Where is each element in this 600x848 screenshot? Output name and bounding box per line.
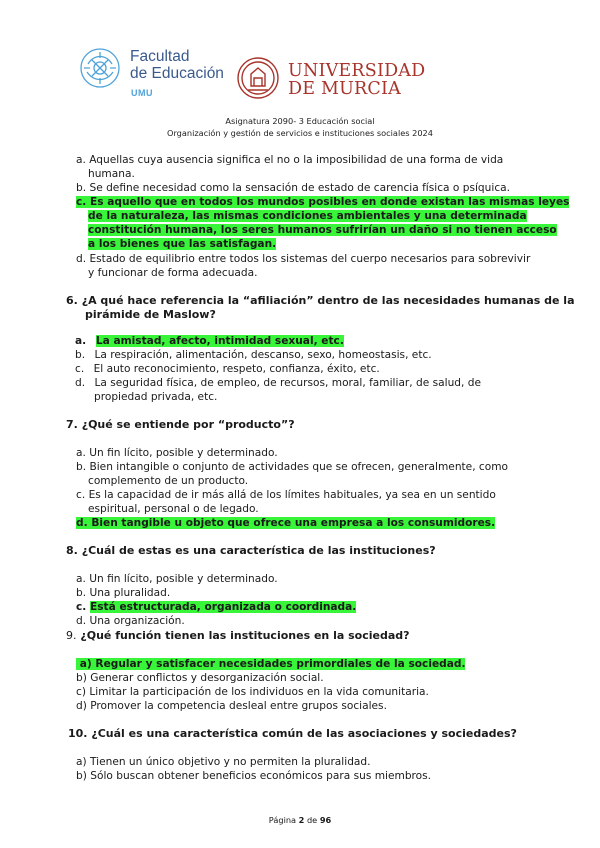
option-letter: d. — [76, 615, 87, 627]
option-text: La seguridad física, de empleo, de recursos, moral, familiar, de salud, de — [94, 377, 482, 389]
q6-option-d-cont: propiedad privada, etc. — [94, 391, 218, 403]
option-text: Es la capacidad de ir más allá de los límites habituales, ya sea en un sentido — [88, 489, 496, 501]
option-text: La respiración, alimentación, descanso, sexo, homeostasis, etc. — [94, 349, 432, 361]
q5-option-b — [76, 181, 510, 195]
q5-option-c-cont1 — [88, 209, 527, 223]
option-letter: a) — [76, 756, 87, 768]
q9-option-a — [76, 657, 465, 671]
q5-option-c — [76, 195, 569, 209]
answer-highlight: a los bienes que las satisfagan. — [88, 238, 277, 250]
option-text: Bien intangible o conjunto de actividades que se ofrecen, generalmente, como — [89, 461, 509, 473]
footer-prefix: Página — [268, 815, 297, 825]
option-text: Tienen un único objetivo y no permiten la pluralidad. — [90, 756, 371, 768]
q8-option-c — [76, 600, 356, 614]
option-text: Una organización. — [89, 615, 185, 627]
option-letter: b) — [76, 672, 87, 684]
q6-option-b — [75, 348, 432, 362]
q6-option-a — [75, 334, 344, 348]
q7-option-c-cont: espiritual, personal o de legado. — [88, 503, 259, 515]
question-number: 9. — [66, 629, 77, 642]
answer-highlight — [76, 658, 465, 670]
option-letter: c. — [76, 489, 86, 501]
option-letter: d. — [76, 253, 87, 265]
option-text: Una pluralidad. — [89, 587, 171, 599]
question-text: ¿Qué se entiende por “producto”? — [81, 418, 295, 431]
faculty-name — [130, 48, 224, 82]
option-letter: c) — [76, 686, 86, 698]
option-text: Aquellas cuya ausencia significa el no o la imposibilidad de una forma de vida — [89, 154, 504, 166]
q7-option-b — [76, 460, 508, 474]
option-letter: d. — [75, 377, 86, 389]
university-seal-icon — [236, 56, 280, 100]
q8-option-d — [76, 614, 185, 628]
question-text: ¿Cuál es una característica común de las asociaciones y sociedades? — [91, 727, 517, 740]
current-page-number: 2 — [298, 815, 305, 825]
option-letter: b. — [75, 349, 86, 361]
question-6 — [66, 294, 575, 308]
question-number: 10. — [68, 727, 88, 740]
question-10 — [68, 727, 517, 741]
q5-option-c-cont2 — [88, 223, 557, 237]
q7-option-a — [76, 446, 278, 460]
option-text: Se define necesidad como la sensación de estado de carencia física o psíquica. — [89, 182, 511, 194]
answer-highlight: La amistad, afecto, intimidad sexual, etc. — [95, 335, 344, 347]
total-pages: 96 — [319, 815, 332, 825]
q7-option-b-cont: complemento de un producto. — [88, 475, 249, 487]
option-text: Limitar la participación de los individuos en la vida comunitaria. — [89, 686, 429, 698]
q5-option-a-cont: humana. — [88, 168, 135, 180]
q8-option-a — [76, 572, 278, 586]
question-number: 7. — [66, 418, 78, 431]
subject-line: Asignatura 2090- 3 Educación social — [225, 116, 375, 126]
option-letter: b. — [76, 182, 87, 194]
q10-option-b — [76, 769, 431, 783]
q5-option-a — [76, 153, 503, 167]
q8-option-b — [76, 586, 170, 600]
answer-highlight — [76, 517, 495, 529]
option-text: Promover la competencia desleal entre grupos sociales. — [90, 700, 387, 712]
q5-option-c-cont3 — [88, 237, 276, 251]
question-number: 8. — [66, 544, 78, 557]
question-text: ¿Qué función tienen las instituciones en la sociedad? — [80, 629, 410, 642]
faculty-logo — [78, 44, 228, 104]
footer-separator: de — [306, 815, 318, 825]
option-letter: a. — [76, 154, 86, 166]
option-letter: d. — [76, 517, 88, 529]
option-letter: c. — [76, 601, 87, 613]
option-text: Un fin lícito, posible y determinado. — [89, 573, 278, 585]
university-logo — [236, 56, 426, 104]
option-text: Sólo buscan obtener beneficios económicos para sus miembros. — [90, 770, 432, 782]
university-name — [288, 62, 425, 98]
option-letter: b) — [76, 770, 87, 782]
question-9 — [66, 629, 410, 643]
q5-option-d-cont: y funcionar de forma adecuada. — [88, 267, 258, 279]
faculty-emblem-icon — [78, 46, 122, 90]
option-letter: a. — [75, 335, 87, 347]
q7-option-c — [76, 488, 496, 502]
q6-option-d — [75, 376, 481, 390]
question-6-cont: pirámide de Maslow? — [85, 308, 216, 321]
option-text: El auto reconocimiento, respeto, confianza, éxito, etc. — [93, 363, 380, 375]
university-name-line1: UNIVERSIDAD — [288, 61, 426, 81]
faculty-name-line2: de Educación — [130, 65, 224, 82]
option-letter: a) — [79, 658, 92, 670]
option-letter: d) — [76, 700, 87, 712]
university-name-line2: DE MURCIA — [288, 79, 401, 99]
answer-highlight: de la naturaleza, las mismas condiciones ambientales y una determinada — [88, 210, 527, 222]
question-8 — [66, 544, 436, 558]
q7-option-d — [76, 516, 495, 530]
question-7 — [66, 418, 295, 432]
answer-highlight: constitución humana, los seres humanos sufrirían un daño si no tienen acceso — [88, 224, 557, 236]
option-letter: c. — [76, 196, 87, 208]
question-number: 6. — [66, 294, 78, 307]
option-text: Bien tangible u objeto que ofrece una empresa a los consumidores. — [91, 517, 496, 529]
option-letter: a. — [76, 447, 86, 459]
answer-highlight: Está estructurada, organizada o coordinada. — [90, 601, 357, 613]
option-letter: a. — [76, 573, 86, 585]
question-text: ¿A qué hace referencia la “afiliación” dentro de las necesidades humanas de la — [81, 294, 575, 307]
q9-option-b — [76, 671, 324, 685]
option-letter: c. — [75, 363, 85, 375]
umu-label: UMU — [131, 88, 153, 98]
page-footer — [0, 815, 600, 825]
option-text: Estado de equilibrio entre todos los sistemas del cuerpo necesarios para sobrevivir — [89, 253, 531, 265]
question-text: ¿Cuál de estas es una característica de las instituciones? — [81, 544, 436, 557]
q10-option-a — [76, 755, 371, 769]
answer-highlight — [76, 196, 569, 208]
course-line: Organización y gestión de servicios e instituciones sociales 2024 — [167, 128, 433, 138]
faculty-name-line1: Facultad — [130, 48, 190, 65]
q9-option-d — [76, 699, 387, 713]
option-text: Un fin lícito, posible y determinado. — [89, 447, 278, 459]
option-letter: b. — [76, 587, 87, 599]
q9-option-c — [76, 685, 429, 699]
q6-option-c — [75, 362, 380, 376]
option-text: Regular y satisfacer necesidades primordiales de la sociedad. — [95, 658, 466, 670]
option-text: Generar conflictos y desorganización social. — [90, 672, 324, 684]
option-letter: b. — [76, 461, 87, 473]
q5-option-d — [76, 252, 530, 266]
option-text: Es aquello que en todos los mundos posibles en donde existan las mismas leyes — [90, 196, 570, 208]
